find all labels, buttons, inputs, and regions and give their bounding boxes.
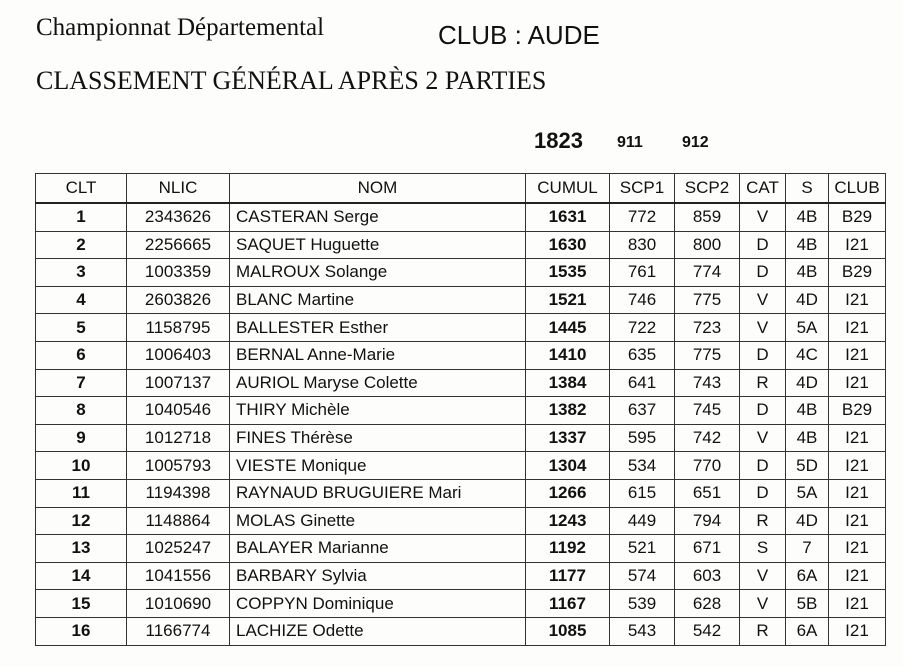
cell-scp1: 521 — [610, 535, 675, 563]
cell-scp1: 539 — [610, 590, 675, 618]
cell-nom: BALLESTER Esther — [230, 314, 526, 342]
cell-scp1: 449 — [610, 507, 675, 535]
cell-nlic: 1007137 — [127, 369, 230, 397]
total-scp2: 912 — [682, 134, 709, 151]
cell-clt: 2 — [36, 231, 127, 259]
cell-cat: R — [740, 369, 786, 397]
table-row — [36, 369, 886, 397]
cell-nlic: 1010690 — [127, 590, 230, 618]
cell-scp2: 800 — [675, 231, 740, 259]
cell-nlic: 1041556 — [127, 562, 230, 590]
cell-nom: RAYNAUD BRUGUIERE Mari — [230, 479, 526, 507]
cell-cumul: 1631 — [526, 203, 610, 231]
cell-scp1: 635 — [610, 341, 675, 369]
table-row — [36, 562, 886, 590]
table-header-row — [36, 174, 886, 204]
cell-s: 4B — [786, 231, 829, 259]
cell-clt: 12 — [36, 507, 127, 535]
cell-s: 4D — [786, 507, 829, 535]
cell-nom: THIRY Michèle — [230, 397, 526, 425]
cell-scp1: 746 — [610, 286, 675, 314]
cell-cat: R — [740, 507, 786, 535]
cell-club: I21 — [829, 617, 886, 645]
total-scp1: 911 — [617, 134, 643, 151]
cell-scp2: 723 — [675, 314, 740, 342]
table-row — [36, 507, 886, 535]
cell-scp1: 830 — [610, 231, 675, 259]
col-header-scp2: SCP2 — [675, 174, 740, 204]
cell-cumul: 1243 — [526, 507, 610, 535]
cell-s: 5A — [786, 314, 829, 342]
cell-nlic: 1166774 — [127, 617, 230, 645]
cell-club: I21 — [829, 424, 886, 452]
cell-scp1: 641 — [610, 369, 675, 397]
cell-cumul: 1085 — [526, 617, 610, 645]
cell-scp1: 615 — [610, 479, 675, 507]
cell-nlic: 2256665 — [127, 231, 230, 259]
cell-scp2: 743 — [675, 369, 740, 397]
championship-title: Championnat Départemental — [36, 14, 325, 41]
cell-cumul: 1304 — [526, 452, 610, 480]
cell-club: I21 — [829, 535, 886, 563]
cell-clt: 15 — [36, 590, 127, 618]
cell-nlic: 1025247 — [127, 535, 230, 563]
cell-cat: V — [740, 314, 786, 342]
cell-club: I21 — [829, 507, 886, 535]
cell-nlic: 2343626 — [127, 203, 230, 231]
table-row — [36, 590, 886, 618]
cell-clt: 5 — [36, 314, 127, 342]
ranking-table — [35, 173, 886, 646]
table-row — [36, 259, 886, 287]
cell-s: 5B — [786, 590, 829, 618]
cell-scp1: 637 — [610, 397, 675, 425]
cell-nlic: 1003359 — [127, 259, 230, 287]
cell-nlic: 1158795 — [127, 314, 230, 342]
cell-s: 4B — [786, 397, 829, 425]
cell-club: I21 — [829, 562, 886, 590]
cell-cumul: 1410 — [526, 341, 610, 369]
table-row — [36, 479, 886, 507]
cell-s: 5D — [786, 452, 829, 480]
cell-cat: V — [740, 286, 786, 314]
cell-cumul: 1266 — [526, 479, 610, 507]
cell-clt: 8 — [36, 397, 127, 425]
cell-nom: LACHIZE Odette — [230, 617, 526, 645]
cell-cat: D — [740, 341, 786, 369]
cell-scp2: 671 — [675, 535, 740, 563]
total-cumul: 1823 — [534, 128, 583, 153]
cell-nlic: 2603826 — [127, 286, 230, 314]
club-label: CLUB : AUDE — [438, 20, 600, 50]
col-header-clt: CLT — [36, 174, 127, 204]
cell-clt: 9 — [36, 424, 127, 452]
cell-scp2: 775 — [675, 341, 740, 369]
cell-s: 4D — [786, 369, 829, 397]
cell-cumul: 1384 — [526, 369, 610, 397]
cell-clt: 1 — [36, 203, 127, 231]
cell-nlic: 1148864 — [127, 507, 230, 535]
table-row — [36, 535, 886, 563]
col-header-cumul: CUMUL — [526, 174, 610, 204]
cell-clt: 4 — [36, 286, 127, 314]
cell-club: B29 — [829, 259, 886, 287]
cell-scp2: 651 — [675, 479, 740, 507]
cell-s: 4B — [786, 203, 829, 231]
cell-cat: S — [740, 535, 786, 563]
cell-s: 4B — [786, 259, 829, 287]
cell-cumul: 1167 — [526, 590, 610, 618]
cell-club: B29 — [829, 397, 886, 425]
cell-nlic: 1012718 — [127, 424, 230, 452]
cell-s: 6A — [786, 617, 829, 645]
cell-nom: MALROUX Solange — [230, 259, 526, 287]
cell-scp1: 595 — [610, 424, 675, 452]
cell-scp2: 742 — [675, 424, 740, 452]
cell-scp1: 543 — [610, 617, 675, 645]
cell-cumul: 1521 — [526, 286, 610, 314]
cell-cumul: 1630 — [526, 231, 610, 259]
cell-nom: BARBARY Sylvia — [230, 562, 526, 590]
col-header-nlic: NLIC — [127, 174, 230, 204]
cell-cat: V — [740, 203, 786, 231]
cell-cat: D — [740, 259, 786, 287]
cell-cat: V — [740, 562, 786, 590]
cell-scp2: 542 — [675, 617, 740, 645]
cell-cumul: 1192 — [526, 535, 610, 563]
table-row — [36, 424, 886, 452]
cell-scp2: 775 — [675, 286, 740, 314]
cell-club: I21 — [829, 590, 886, 618]
cell-nom: COPPYN Dominique — [230, 590, 526, 618]
cell-nom: CASTERAN Serge — [230, 203, 526, 231]
cell-s: 7 — [786, 535, 829, 563]
col-header-cat: CAT — [740, 174, 786, 204]
cell-club: I21 — [829, 314, 886, 342]
cell-s: 4B — [786, 424, 829, 452]
cell-cat: D — [740, 452, 786, 480]
cell-clt: 7 — [36, 369, 127, 397]
cell-clt: 6 — [36, 341, 127, 369]
cell-cat: D — [740, 479, 786, 507]
cell-clt: 10 — [36, 452, 127, 480]
cell-clt: 16 — [36, 617, 127, 645]
cell-club: I21 — [829, 369, 886, 397]
cell-club: I21 — [829, 286, 886, 314]
cell-nlic: 1006403 — [127, 341, 230, 369]
cell-clt: 14 — [36, 562, 127, 590]
table-row — [36, 452, 886, 480]
cell-cumul: 1445 — [526, 314, 610, 342]
cell-scp1: 722 — [610, 314, 675, 342]
cell-nom: BERNAL Anne-Marie — [230, 341, 526, 369]
table-row — [36, 341, 886, 369]
cell-nom: VIESTE Monique — [230, 452, 526, 480]
cell-club: I21 — [829, 479, 886, 507]
cell-scp2: 774 — [675, 259, 740, 287]
table-row — [36, 617, 886, 645]
ranking-table-body — [36, 203, 886, 645]
cell-club: I21 — [829, 452, 886, 480]
cell-s: 4D — [786, 286, 829, 314]
cell-scp2: 628 — [675, 590, 740, 618]
cell-cumul: 1337 — [526, 424, 610, 452]
cell-cumul: 1535 — [526, 259, 610, 287]
cell-nlic: 1194398 — [127, 479, 230, 507]
ranking-subtitle: CLASSEMENT GÉNÉRAL APRÈS 2 PARTIES — [36, 66, 547, 95]
cell-scp1: 761 — [610, 259, 675, 287]
cell-scp2: 603 — [675, 562, 740, 590]
table-row — [36, 231, 886, 259]
col-header-scp1: SCP1 — [610, 174, 675, 204]
cell-scp2: 770 — [675, 452, 740, 480]
cell-scp1: 772 — [610, 203, 675, 231]
cell-clt: 13 — [36, 535, 127, 563]
table-row — [36, 203, 886, 231]
cell-cat: V — [740, 424, 786, 452]
cell-nom: BLANC Martine — [230, 286, 526, 314]
cell-cumul: 1382 — [526, 397, 610, 425]
cell-clt: 11 — [36, 479, 127, 507]
cell-nom: MOLAS Ginette — [230, 507, 526, 535]
cell-scp1: 534 — [610, 452, 675, 480]
cell-clt: 3 — [36, 259, 127, 287]
cell-nom: FINES Thérèse — [230, 424, 526, 452]
table-row — [36, 286, 886, 314]
cell-cat: V — [740, 590, 786, 618]
cell-scp2: 859 — [675, 203, 740, 231]
cell-scp2: 794 — [675, 507, 740, 535]
cell-cat: R — [740, 617, 786, 645]
cell-scp1: 574 — [610, 562, 675, 590]
cell-club: B29 — [829, 203, 886, 231]
cell-nom: BALAYER Marianne — [230, 535, 526, 563]
cell-nlic: 1005793 — [127, 452, 230, 480]
cell-nom: AURIOL Maryse Colette — [230, 369, 526, 397]
cell-nlic: 1040546 — [127, 397, 230, 425]
cell-club: I21 — [829, 341, 886, 369]
cell-s: 4C — [786, 341, 829, 369]
cell-cat: D — [740, 231, 786, 259]
table-row — [36, 397, 886, 425]
col-header-club: CLUB — [829, 174, 886, 204]
cell-cumul: 1177 — [526, 562, 610, 590]
cell-s: 6A — [786, 562, 829, 590]
cell-nom: SAQUET Huguette — [230, 231, 526, 259]
cell-cat: D — [740, 397, 786, 425]
col-header-s: S — [786, 174, 829, 204]
cell-club: I21 — [829, 231, 886, 259]
cell-s: 5A — [786, 479, 829, 507]
col-header-nom: NOM — [230, 174, 526, 204]
table-row — [36, 314, 886, 342]
cell-scp2: 745 — [675, 397, 740, 425]
